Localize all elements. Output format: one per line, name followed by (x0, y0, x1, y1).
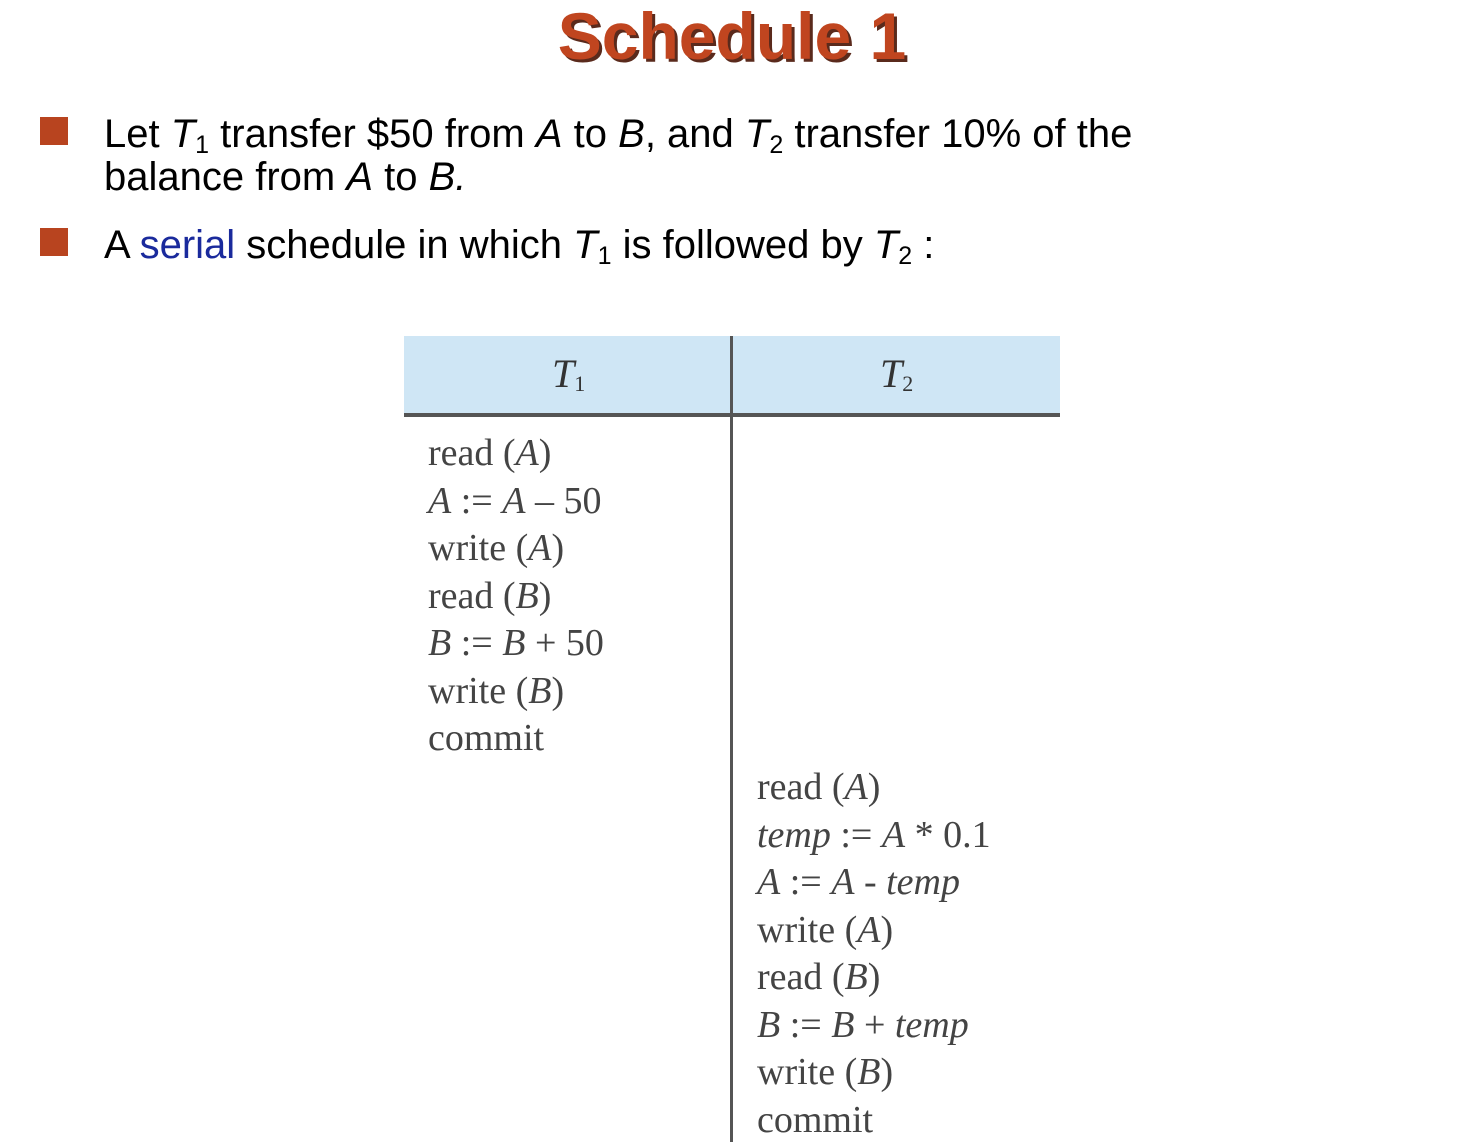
operation-row: B := B + 50 (428, 620, 604, 668)
text-segment: : (912, 223, 934, 267)
column-divider (730, 336, 733, 1142)
header-var: T (552, 351, 574, 396)
operation-row: read (B) (757, 954, 880, 1002)
operation-row: read (B) (428, 573, 551, 621)
var-a: A (346, 155, 373, 199)
operation-row: commit (757, 1097, 873, 1144)
header-subscript: 1 (574, 371, 585, 396)
bullet-1-line-1 (104, 113, 1132, 155)
var-b: B (618, 112, 645, 156)
operation-row: write (A) (757, 907, 893, 955)
var-a: A (536, 112, 563, 156)
bullet-1-line-2 (104, 156, 466, 198)
subscript: 2 (769, 131, 783, 159)
var-b: B. (429, 155, 467, 199)
bullet-square-icon (40, 117, 68, 145)
operation-row: commit (428, 715, 544, 763)
subscript: 2 (898, 242, 912, 270)
bullet-square-icon (40, 228, 68, 256)
var-t: T (573, 223, 597, 267)
subscript: 1 (195, 131, 209, 159)
text-segment: transfer 10% of the (783, 112, 1132, 156)
column-header-t2 (880, 352, 913, 396)
column-header-t1 (552, 352, 585, 396)
operation-row: B := B + temp (757, 1002, 969, 1050)
operation-row: write (A) (428, 525, 564, 573)
operation-row: A := A - temp (757, 859, 960, 907)
slide-title: Schedule 1 (0, 0, 1464, 74)
text-segment: A (104, 223, 140, 267)
operation-row: write (B) (428, 668, 564, 716)
text-segment: schedule in which (235, 223, 573, 267)
var-t: T (171, 112, 195, 156)
subscript: 1 (598, 242, 612, 270)
operation-row: A := A – 50 (428, 478, 601, 526)
var-t: T (745, 112, 769, 156)
bullet-2 (104, 224, 934, 266)
serial-keyword: serial (140, 223, 236, 267)
text-segment: Let (104, 112, 171, 156)
text-segment: to (563, 112, 619, 156)
header-subscript: 2 (902, 371, 913, 396)
text-segment: to (373, 155, 429, 199)
operation-row: temp := A * 0.1 (757, 812, 991, 860)
text-segment: balance from (104, 155, 346, 199)
text-segment: transfer $50 from (209, 112, 536, 156)
text-segment: , and (645, 112, 745, 156)
header-var: T (880, 351, 902, 396)
operation-row: read (A) (757, 764, 880, 812)
operation-row: read (A) (428, 430, 551, 478)
var-t: T (874, 223, 898, 267)
operation-row: write (B) (757, 1049, 893, 1097)
text-segment: is followed by (612, 223, 874, 267)
